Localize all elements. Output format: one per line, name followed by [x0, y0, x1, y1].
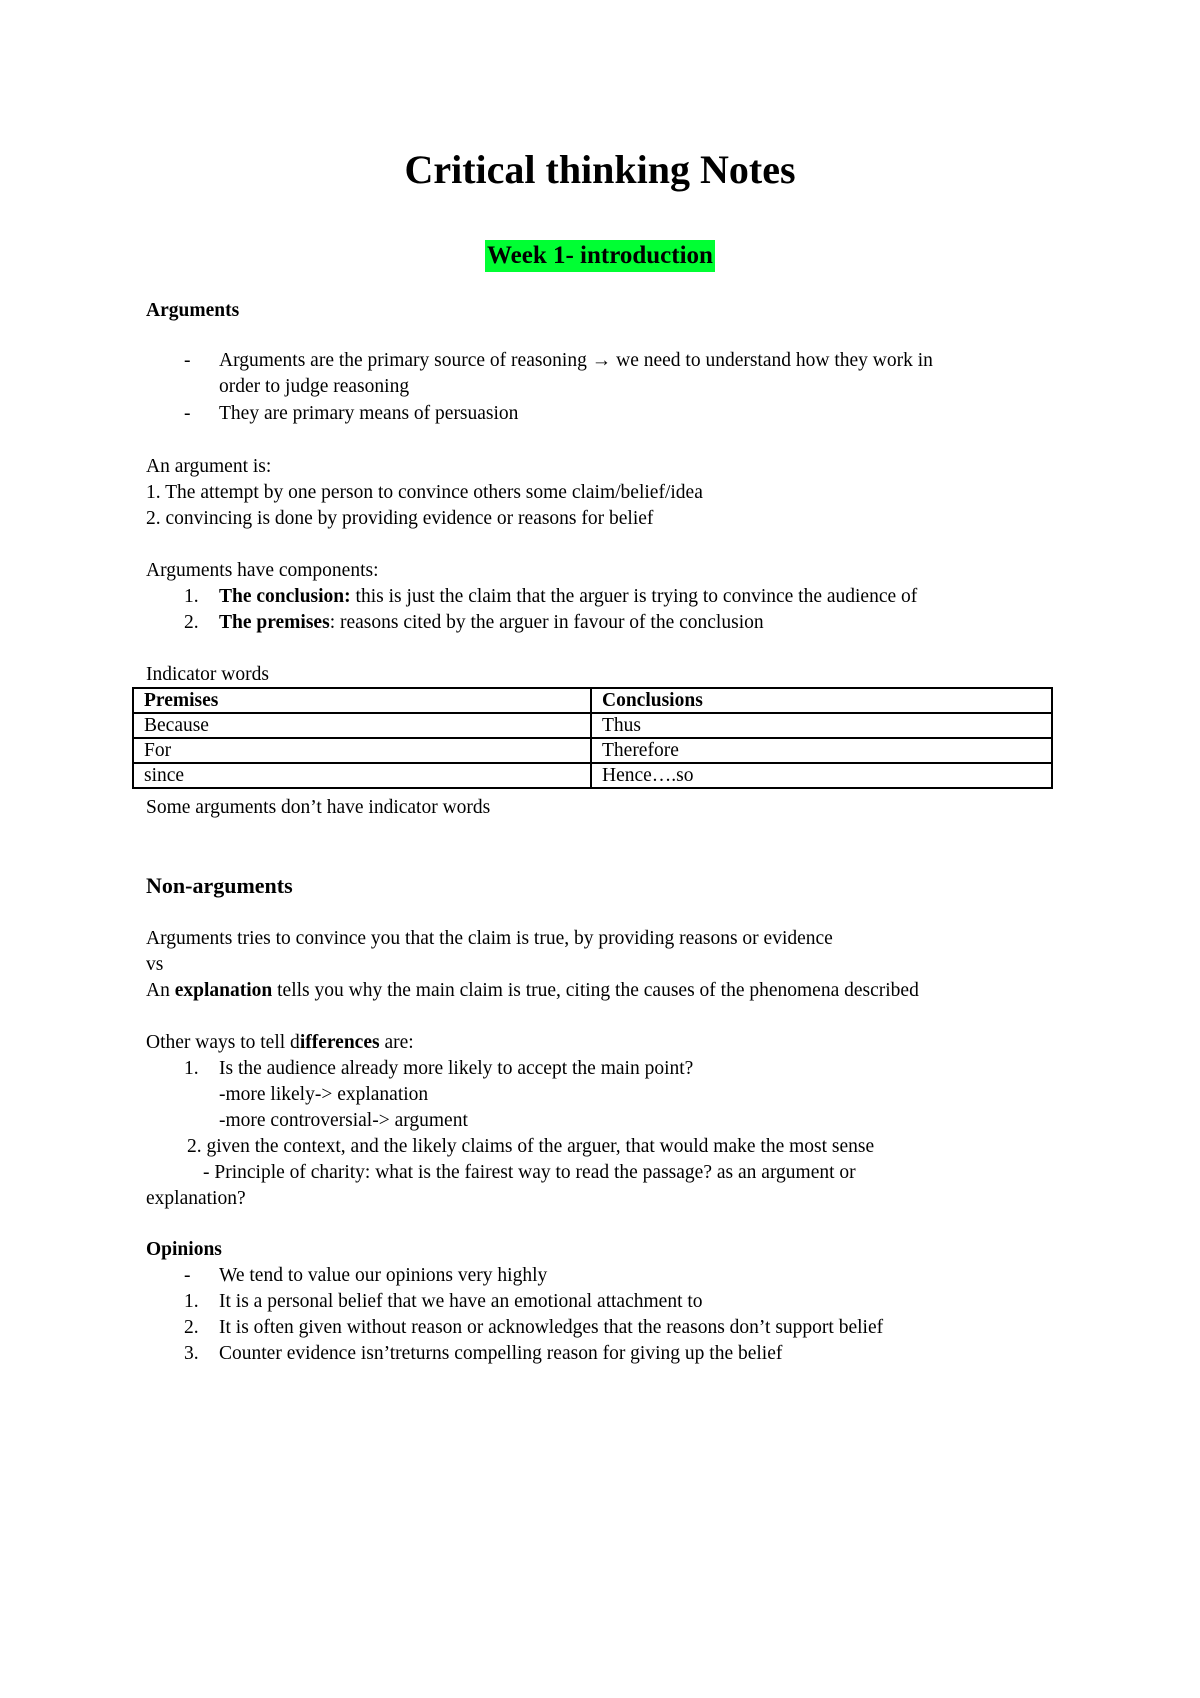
list-marker: 1. [184, 1058, 199, 1079]
list-marker: 1. [184, 586, 199, 607]
list-item: It is often given without reason or acknowledges that the reasons don’t support belief [219, 1317, 884, 1338]
explanation-term: explanation [174, 980, 273, 1001]
list-marker: - [184, 1265, 191, 1286]
table-row [133, 713, 1052, 738]
list-item: 2. given the context, and the likely claims of the arguer, that would make the most sense [187, 1136, 875, 1157]
bullet-marker: - [184, 350, 191, 371]
indicator-label: Indicator words [146, 664, 269, 685]
page-title: Critical thinking Notes [404, 147, 796, 192]
bullet-text [219, 348, 933, 374]
list-item: Counter evidence isn’treturns compelling reason for giving up the belief [219, 1343, 783, 1364]
list-marker: 2. [184, 612, 199, 633]
table-cell: Thus [591, 713, 1052, 738]
differences-term: ifferences [299, 1032, 380, 1053]
week-heading-wrap [0, 240, 1200, 272]
paragraph-line: Arguments tries to convince you that the claim is true, by providing reasons or evidence [146, 928, 833, 949]
component-item [219, 584, 917, 610]
component-item [219, 610, 764, 636]
list-subitem: -more controversial-> argument [219, 1110, 468, 1131]
week-heading: Week 1- introduction [485, 240, 715, 272]
list-subitem-continued: explanation? [146, 1188, 246, 1209]
component-text: this is just the claim that the arguer is trying to convince the audience of [350, 586, 918, 607]
components-intro: Arguments have components: [146, 560, 379, 581]
component-text: : reasons cited by the arguer in favour of the conclusion [329, 612, 764, 633]
bullet-text: They are primary means of persuasion [219, 403, 519, 424]
opinions-heading: Opinions [146, 1239, 222, 1260]
paragraph-line [146, 1030, 414, 1056]
list-marker: 1. [184, 1291, 199, 1312]
table-header-row [133, 688, 1052, 713]
arguments-heading: Arguments [146, 300, 240, 321]
list-item: We tend to value our opinions very highly [219, 1265, 548, 1286]
table-header-cell: Conclusions [591, 688, 1052, 713]
paragraph-line [146, 978, 919, 1004]
table-cell: Hence….so [591, 763, 1052, 788]
component-term: The premises [219, 612, 330, 633]
bullet-text-continued: order to judge reasoning [219, 376, 410, 397]
paragraph-line: vs [146, 954, 164, 975]
list-marker: 2. [184, 1317, 199, 1338]
bullet-text-part: we need to understand how they work in [611, 350, 933, 371]
text-part: tells you why the main claim is true, citing the causes of the phenomena described [272, 980, 919, 1001]
non-arguments-heading: Non-arguments [146, 873, 293, 898]
indicator-words-table [132, 687, 1053, 789]
table-cell: Because [133, 713, 591, 738]
table-cell: Therefore [591, 738, 1052, 763]
table-row [133, 763, 1052, 788]
table-cell: since [133, 763, 591, 788]
list-marker: 3. [184, 1343, 199, 1364]
arrow-right-icon: → [591, 350, 612, 371]
list-subitem: - Principle of charity: what is the fairest way to read the passage? as an argument or [203, 1162, 856, 1183]
indicator-note: Some arguments don’t have indicator words [146, 797, 491, 818]
table-row [133, 738, 1052, 763]
list-subitem: -more likely-> explanation [219, 1084, 429, 1105]
list-item: It is a personal belief that we have an emotional attachment to [219, 1291, 703, 1312]
table-cell: For [133, 738, 591, 763]
definition-item: 2. convincing is done by providing evidence or reasons for belief [146, 508, 654, 529]
definition-item: 1. The attempt by one person to convince others some claim/belief/idea [146, 482, 703, 503]
text-part: An [146, 980, 175, 1001]
table-header-cell: Premises [133, 688, 591, 713]
component-term: The conclusion: [219, 586, 351, 607]
text-part: Other ways to tell d [146, 1032, 300, 1053]
list-item: Is the audience already more likely to accept the main point? [219, 1058, 694, 1079]
bullet-marker: - [184, 403, 191, 424]
text-part: are: [379, 1032, 414, 1053]
definition-intro: An argument is: [146, 456, 272, 477]
bullet-text-part: Arguments are the primary source of reasoning [219, 350, 592, 371]
